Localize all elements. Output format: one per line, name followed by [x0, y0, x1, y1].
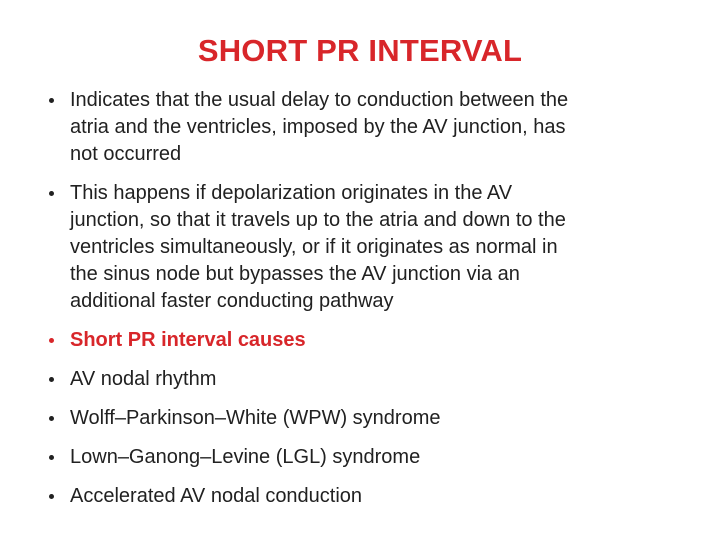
- bullet-text: [70, 366, 692, 393]
- bullet-text-line: not occurred: [70, 143, 182, 165]
- bullet-text: [70, 87, 692, 168]
- list-item: [70, 405, 692, 432]
- bullet-icon: [49, 455, 54, 460]
- bullet-text-line: Wolff–Parkinson–White (WPW) syndrome: [70, 407, 441, 429]
- bullet-text-line: Accelerated AV nodal conduction: [70, 485, 363, 507]
- bullet-list: [0, 87, 720, 510]
- slide-title: SHORT PR INTERVAL: [197, 33, 523, 68]
- bullet-text: [70, 444, 692, 471]
- list-item: [70, 87, 692, 168]
- bullet-icon: [49, 494, 54, 499]
- list-item: [70, 483, 692, 510]
- bullet-text-line: the sinus node but bypasses the AV junction via an: [70, 263, 520, 285]
- bullet-icon: [49, 98, 54, 103]
- bullet-icon: [49, 338, 54, 343]
- bullet-text-line: Short PR interval causes: [70, 329, 306, 351]
- list-item: [70, 366, 692, 393]
- list-item: [70, 180, 692, 315]
- bullet-text: [70, 405, 692, 432]
- bullet-text-line: AV nodal rhythm: [70, 368, 217, 390]
- bullet-icon: [49, 191, 54, 196]
- bullet-text-line: This happens if depolarization originates in the AV: [70, 182, 513, 204]
- bullet-text: [70, 327, 692, 354]
- list-item: [70, 444, 692, 471]
- bullet-icon: [49, 377, 54, 382]
- bullet-text-line: additional faster conducting pathway: [70, 290, 394, 312]
- bullet-text-line: ventricles simultaneously, or if it originates as normal in: [70, 236, 558, 258]
- bullet-text-line: Indicates that the usual delay to conduction between the: [70, 89, 569, 111]
- bullet-text: [70, 180, 692, 315]
- bullet-text-line: junction, so that it travels up to the atria and down to the: [70, 209, 566, 231]
- bullet-icon: [49, 416, 54, 421]
- list-item: [70, 327, 692, 354]
- bullet-text-line: Lown–Ganong–Levine (LGL) syndrome: [70, 446, 421, 468]
- bullet-text: [70, 483, 692, 510]
- bullet-text-line: atria and the ventricles, imposed by the AV junction, has: [70, 116, 566, 138]
